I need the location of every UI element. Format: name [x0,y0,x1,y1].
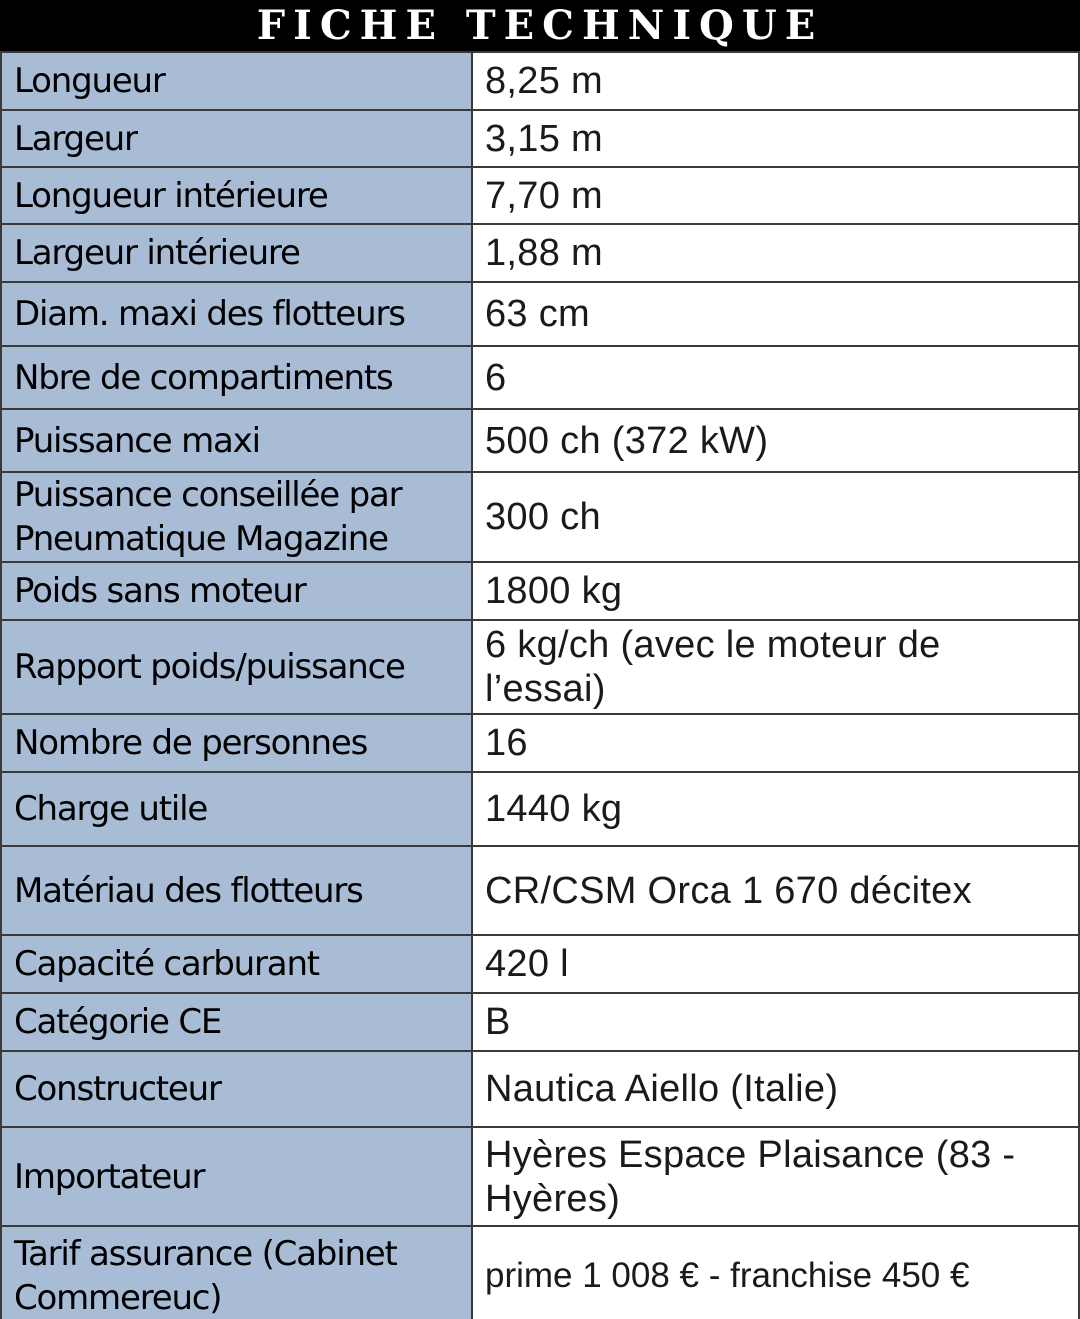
spec-value: 1440 kg [472,772,1079,846]
spec-label: Poids sans moteur [1,562,472,620]
spec-row-diametre-flotteurs [1,282,1079,346]
spec-label: Charge utile [1,772,472,846]
spec-value: 8,25 m [472,52,1079,110]
spec-value: 7,70 m [472,167,1079,224]
spec-value: Hyères Espace Plaisance (83 - Hyères) [472,1127,1079,1226]
spec-row-importateur [1,1127,1079,1226]
spec-value: 63 cm [472,282,1079,346]
spec-value: 16 [472,714,1079,772]
spec-row-compartiments [1,346,1079,409]
sheet-title: FICHE TECHNIQUE [0,0,1080,52]
spec-label: Longueur [1,52,472,110]
spec-row-constructeur [1,1051,1079,1127]
spec-label: Rapport poids/puissance [1,620,472,714]
spec-label: Capacité carburant [1,935,472,993]
spec-row-largeur-interieure [1,224,1079,282]
spec-row-largeur [1,110,1079,167]
spec-label: Largeur intérieure [1,224,472,282]
spec-row-puissance-maxi [1,409,1079,472]
spec-value: 500 ch (372 kW) [472,409,1079,472]
spec-row-tarif-assurance [1,1226,1079,1319]
spec-row-charge-utile [1,772,1079,846]
spec-row-longueur-interieure [1,167,1079,224]
spec-table [0,51,1080,1319]
spec-label: Constructeur [1,1051,472,1127]
spec-row-materiau-flotteurs [1,846,1079,935]
spec-value: CR/CSM Orca 1 670 décitex [472,846,1079,935]
spec-row-rapport-poids-puissance [1,620,1079,714]
spec-value: 6 [472,346,1079,409]
spec-value: 420 l [472,935,1079,993]
spec-row-categorie-ce [1,993,1079,1051]
spec-value: 6 kg/ch (avec le moteur de l’essai) [472,620,1079,714]
spec-row-longueur [1,52,1079,110]
spec-value: 1800 kg [472,562,1079,620]
spec-label: Catégorie CE [1,993,472,1051]
spec-value: Nautica Aiello (Italie) [472,1051,1079,1127]
spec-value: prime 1 008 € - franchise 450 € [472,1226,1079,1319]
spec-label: Matériau des flotteurs [1,846,472,935]
spec-value: 300 ch [472,472,1079,562]
spec-value: 3,15 m [472,110,1079,167]
spec-label: Importateur [1,1127,472,1226]
spec-row-capacite-carburant [1,935,1079,993]
spec-label: Longueur intérieure [1,167,472,224]
spec-value: B [472,993,1079,1051]
spec-label: Tarif assurance (Cabinet Commereuc) [1,1226,472,1319]
spec-label: Largeur [1,110,472,167]
spec-row-nombre-personnes [1,714,1079,772]
spec-value: 1,88 m [472,224,1079,282]
spec-label: Diam. maxi des flotteurs [1,282,472,346]
spec-label: Nombre de personnes [1,714,472,772]
spec-row-puissance-conseillee [1,472,1079,562]
spec-label: Nbre de compartiments [1,346,472,409]
spec-row-poids-sans-moteur [1,562,1079,620]
spec-label: Puissance maxi [1,409,472,472]
spec-label: Puissance conseillée par Pneumatique Magazine [1,472,472,562]
